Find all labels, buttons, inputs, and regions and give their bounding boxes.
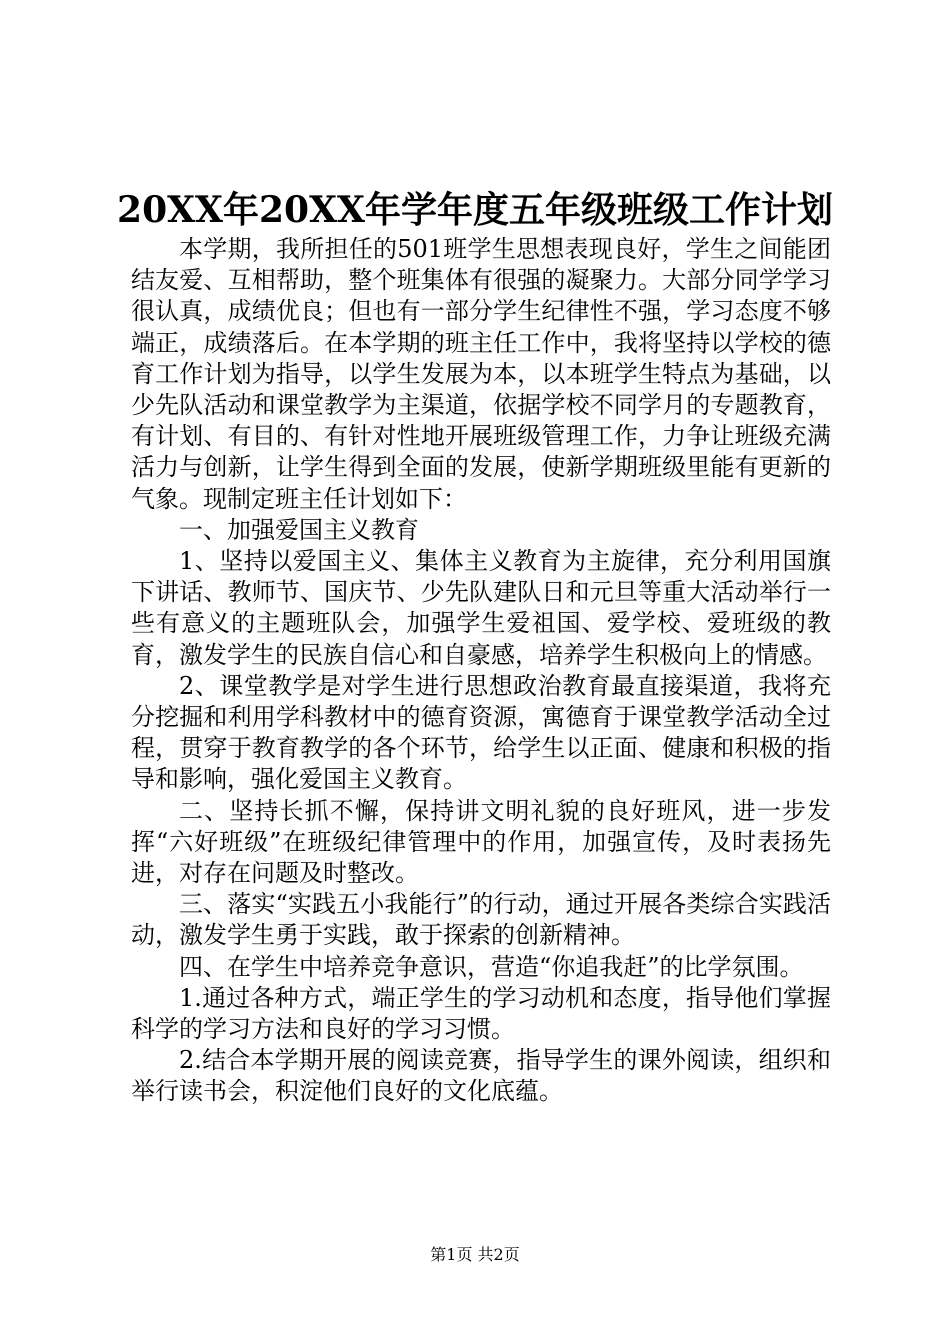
document-body (131, 234, 831, 1108)
paragraph-intro: 本学期，我所担任的501班学生思想表现良好，学生之间能团结友爱、互相帮助，整个班集体有很强的凝聚力。大部分同学学习很认真，成绩优良；但也有一部分学生纪律性不强，学习态度不够端正，成绩落后。在本学期的班主任工作中，我将坚持以学校的德育工作计划为指导，以学生发展为本，以本班学生特点为基础，以少先队活动和课堂教学为主渠道，依据学校不同学月的专题教育，有计划、有目的、有针对性地开展班级管理工作，力争让班级充满活力与创新，让学生得到全面的发展，使新学期班级里能有更新的气象。现制定班主任计划如下： (131, 235, 831, 513)
section-heading-2: 二、坚持长抓不懈，保持讲文明礼貌的良好班风，进一步发挥“六好班级”在班级纪律管理中的作用，加强宣传，及时表扬先进，对存在问题及时整改。 (131, 796, 831, 888)
paragraph-item: 1、坚持以爱国主义、集体主义教育为主旋律，充分利用国旗下讲话、教师节、国庆节、少先队建队日和元旦等重大活动举行一些有意义的主题班队会，加强学生爱祖国、爱学校、爱班级的教育，激发学生的民族自信心和自豪感，培养学生积极向上的情感。 (131, 547, 831, 669)
paragraph-item: 2、课堂教学是对学生进行思想政治教育最直接渠道，我将充分挖掘和利用学科教材中的德育资源，寓德育于课堂教学活动全过程，贯穿于教育教学的各个环节，给学生以正面、健康和积极的指导和影响，强化爱国主义教育。 (131, 671, 831, 794)
section-heading-4: 四、在学生中培养竞争意识，营造“你追我赶”的比学氛围。 (179, 952, 804, 981)
section-heading-1: 一、加强爱国主义教育 (179, 515, 419, 544)
paragraph-item: 1.通过各种方式，端正学生的学习动机和态度，指导他们掌握科学的学习方法和良好的学习习惯。 (131, 983, 831, 1044)
paragraph-item: 2.结合本学期开展的阅读竞赛，指导学生的课外阅读，组织和举行读书会，积淀他们良好的文化底蕴。 (131, 1046, 831, 1106)
page-footer: 第1页 共2页 (430, 1245, 520, 1264)
section-heading-3: 三、落实“实践五小我能行”的行动，通过开展各类综合实践活动，激发学生勇于实践，敢于探索的创新精神。 (131, 890, 831, 950)
document-title: 20XX年20XX年学年度五年级班级工作计划 (117, 189, 833, 231)
